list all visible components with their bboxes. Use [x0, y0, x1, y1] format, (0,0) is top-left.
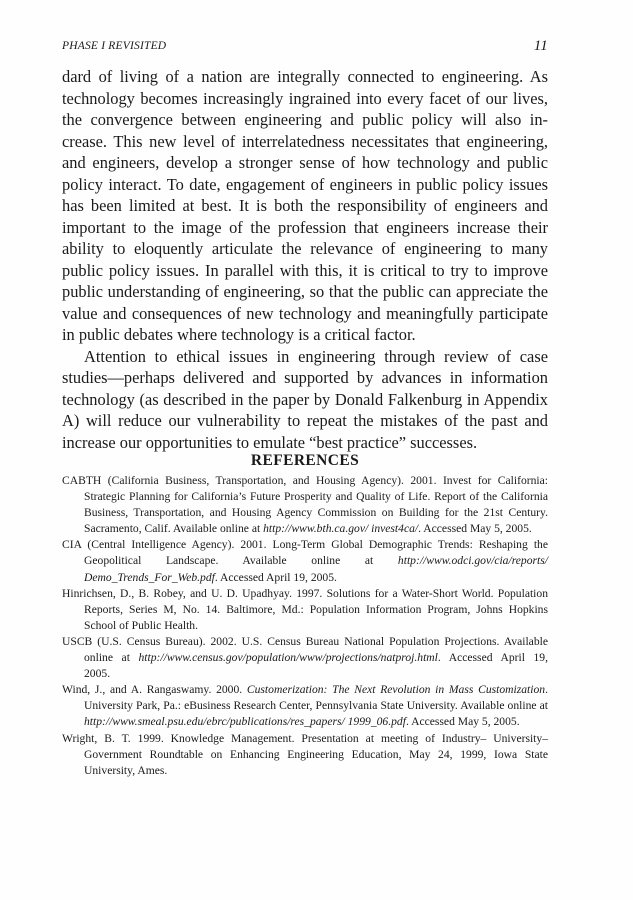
reference-text: Hinrichsen, D., B. Robey, and U. D. Upadhyay. 1997. Solutions for a Water-Short World. Population Reports, Series M, No. 14. Baltimore, Md.: Population Information Program, Johns Hopkins School of Public Health. [62, 586, 548, 632]
reference-url: http://www.census.gov/population/www/projections/natproj.html [138, 651, 438, 665]
reference-text: USCB (U.S. Census Bureau). 2002. U.S. Census Bureau National Population Projections. Available online at [62, 634, 548, 665]
reference-text: CIA (Central Intelligence Agency). 2001. Long-Term Global Demographic Trends: Reshaping the Geopolitical Landscape. Available online at [62, 538, 548, 568]
body-paragraph: dard of living of a nation are integrally connected to engineering. As technology becomes increasingly ingrained into every facet of our lives, the convergence between engineering and public policy will also increase. This new level of interrelatedness necessitates that engineering, and engineers, develop a stronger sense of how technology and public policy interact. To date, engagement of engineers in public policy issues has been limited at best. It is both the responsibility of engineers and important to the image of the profession that engineers increase their ability to eloquently articulate the relevance of engineering to many public policy issues. In parallel with this, it is critical to try to improve public understanding of engineering, so that the public can appreciate the value and consequences of new technology and meaningfully participate in public debates where technology is a critical factor. [62, 67, 548, 344]
reference-entry [62, 586, 548, 634]
running-header [62, 38, 548, 56]
reference-text: . Accessed April 19, 2005. [84, 651, 548, 681]
references-heading: REFERENCES [250, 452, 360, 469]
reference-text: . Accessed May 5, 2005. [405, 715, 520, 729]
references-list [62, 473, 548, 779]
reference-text: Wind, J., and A. Rangaswamy. 2000. [62, 683, 247, 697]
reference-entry [62, 473, 548, 537]
reference-url: http://www.odci.gov/cia/reports/ Demo_Trends_For_Web.pdf [84, 554, 548, 584]
running-title: PHASE I REVISITED [62, 40, 167, 52]
reference-text: CABTH (California Business, Transportation, and Housing Agency). 2001. Invest for California: Strategic Planning for California’s Future Prosperity and Quality of Life. Report of the California Business, Transportation, and Housing Agency Commission on Building for the 21st Century. Sacramento, Calif. Available online at [62, 474, 548, 536]
reference-entry [62, 537, 548, 585]
body-text [62, 66, 548, 453]
reference-entry [62, 682, 548, 730]
reference-text: . University Park, Pa.: eBusiness Research Center, Pennsylvania State University. Available online at [84, 683, 548, 713]
reference-entry [62, 731, 548, 779]
reference-url: http://www.bth.ca.gov/ invest4ca/ [263, 522, 419, 536]
reference-text: . Accessed May 5, 2005. [418, 522, 532, 536]
body-paragraph: Attention to ethical issues in engineering through review of case studies—perhaps delivered and supported by advances in information technology (as described in the paper by Donald Falkenburg in Appendix A) will reduce our vulnerability to repeat the mistakes of the past and increase our opportunities to emulate “best practice” successes. [62, 346, 548, 452]
reference-entry [62, 634, 548, 682]
reference-text: . Accessed April 19, 2005. [214, 570, 337, 584]
reference-text: Wright, B. T. 1999. Knowledge Management. Presentation at meeting of Industry– University–Government Roundtable on Enhancing Engineering Education, May 24, 1999, Iowa State University, Ames. [62, 731, 548, 777]
reference-book-title: Customerization: The Next Revolution in Mass Customization [246, 683, 546, 697]
reference-url: http://www.smeal.psu.edu/ebrc/publications/res_papers/ 1999_06.pdf [84, 715, 406, 729]
page-number: 11 [533, 38, 548, 54]
